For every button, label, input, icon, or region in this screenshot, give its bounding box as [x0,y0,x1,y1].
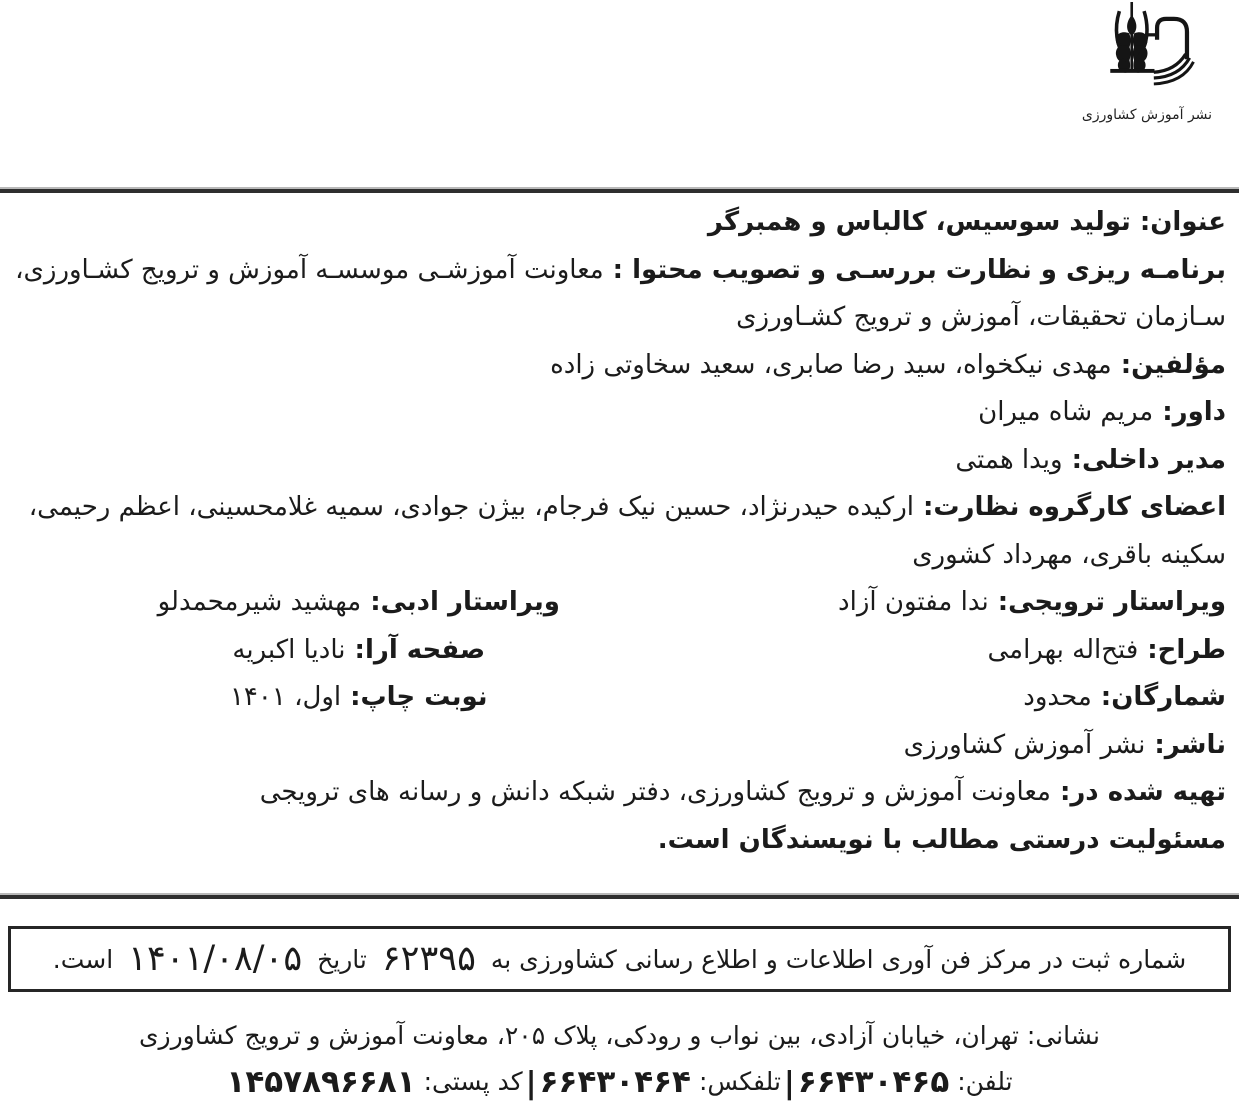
field-label: نوبت چاپ: [350,682,488,712]
colophon-row-circulation [38,674,1226,722]
registration-suffix: است. [52,944,114,974]
field-value: مهدی نیکخواه، سید رضا صابری، سعید سخاوتی زاده [550,349,1112,380]
field-value: ندا مفتون آزاد [838,587,989,617]
colophon-line-supervision-cont [38,532,1226,580]
field-value: معاونت آموزشـی موسسـه آموزش و ترویج کشـاورزی، [15,254,604,285]
wheat-book-logo-icon [1085,2,1209,106]
colophon-row-designer [38,627,1226,675]
field-value: معاونت آموزش و ترویج کشاورزی، دفتر شبکه دانش و رسانه های ترویجی [259,777,1051,807]
field-label: اعضای کارگروه نظارت: [923,492,1226,522]
colophon-line-planning [15,247,1226,295]
contact-line [0,1059,1239,1107]
fax-label: تلفکس: [698,1067,781,1096]
field-print-run [38,674,680,722]
field-value: مهشید شیرمحمدلو [157,587,362,617]
field-value: مسئولیت درستی مطالب با نویسندگان است. [657,824,1226,855]
colophon-row-publisher [38,722,1226,770]
field-value: تولید سوسیس، کالباس و همبرگر [707,207,1131,237]
field-value: اول، ۱۴۰۱ [229,682,342,712]
field-label: مدیر داخلی: [1071,444,1226,475]
registration-prefix: شماره ثبت در مرکز فن آوری اطلاعات و اطلاع رسانی کشاورزی به [490,944,1187,974]
address-block [0,1013,1239,1107]
field-extension-editor [680,579,1226,627]
separator-bar: | [783,1066,795,1101]
field-label: صفحه آرا: [354,634,486,665]
registration-date: ۱۴۰۱/۰۸/۰۵ [128,939,303,979]
postal-code: ۱۴۵۷۸۹۶۶۸۱ [226,1064,416,1100]
field-label: مؤلفین: [1120,349,1226,380]
registration-number: ۶۲۳۹۵ [381,939,476,979]
field-label: ویراستار ادبی: [370,587,560,617]
registration-box [8,926,1231,992]
field-value: نشر آموزش کشاورزی [903,729,1146,760]
colophon-line-title [38,199,1226,247]
phone-number: ۶۶۴۳۰۴۶۵ [797,1064,950,1100]
field-literary-editor [38,579,680,627]
field-value: محدود [1023,682,1092,712]
field-layout [38,627,680,675]
colophon-line-internal-manager [38,437,1226,485]
colophon-line-planning-cont [38,294,1226,342]
field-value: سکینه باقری، مهرداد کشوری [912,539,1226,570]
field-label: عنوان: [1139,207,1226,237]
registration-date-label: تاریخ [317,944,367,974]
field-label: طراح: [1147,634,1226,665]
field-label: شمارگان: [1100,682,1226,712]
middle-divider [0,893,1239,899]
fax-number: ۶۶۴۳۰۴۶۴ [539,1064,691,1100]
field-value: مریم شاه میران [978,397,1154,427]
field-designer [680,627,1226,675]
field-label: برنامـه ریزی و نظارت بررسـی و تصویب محتوا : [612,254,1226,285]
phone-label: تلفن: [957,1067,1013,1096]
field-value: سـازمان تحقیقات، آموزش و ترویج کشـاورزی [736,302,1226,332]
colophon-row-editors [38,579,1226,627]
colophon-line-referee [38,389,1226,437]
field-value: نادیا اکبریه [232,634,346,665]
publisher-logo-caption: نشر آموزش کشاورزی [1081,107,1213,123]
field-publisher [680,722,1226,770]
field-label: ویراستار ترویجی: [997,587,1226,617]
field-label: داور: [1162,397,1226,427]
colophon-line-supervision-group [28,484,1226,532]
colophon-line-responsibility [38,817,1226,865]
field-circulation [680,674,1226,722]
postal-label: کد پستی: [423,1067,523,1096]
field-value: ارکیده حیدرنژاد، حسین نیک فرجام، بیژن جوادی، سمیه غلامحسینی، اعظم رحیمی، [28,492,914,522]
field-empty [38,722,680,770]
field-value: فتح‌اله بهرامی [987,634,1139,665]
separator-bar: | [525,1066,537,1101]
colophon-body [15,199,1226,864]
field-label: ناشر: [1154,729,1226,760]
colophon-line-prepared-in [38,769,1226,817]
field-value: ویدا همتی [955,444,1063,475]
address-line: نشانی: تهران، خیابان آزادی، بین نواب و رودکی، پلاک ۲۰۵، معاونت آموزش و ترویج کشاورزی [138,1021,1101,1050]
top-divider [0,187,1239,193]
field-label: تهیه شده در: [1059,777,1226,807]
publisher-logo [1081,2,1213,123]
colophon-line-authors [38,342,1226,390]
